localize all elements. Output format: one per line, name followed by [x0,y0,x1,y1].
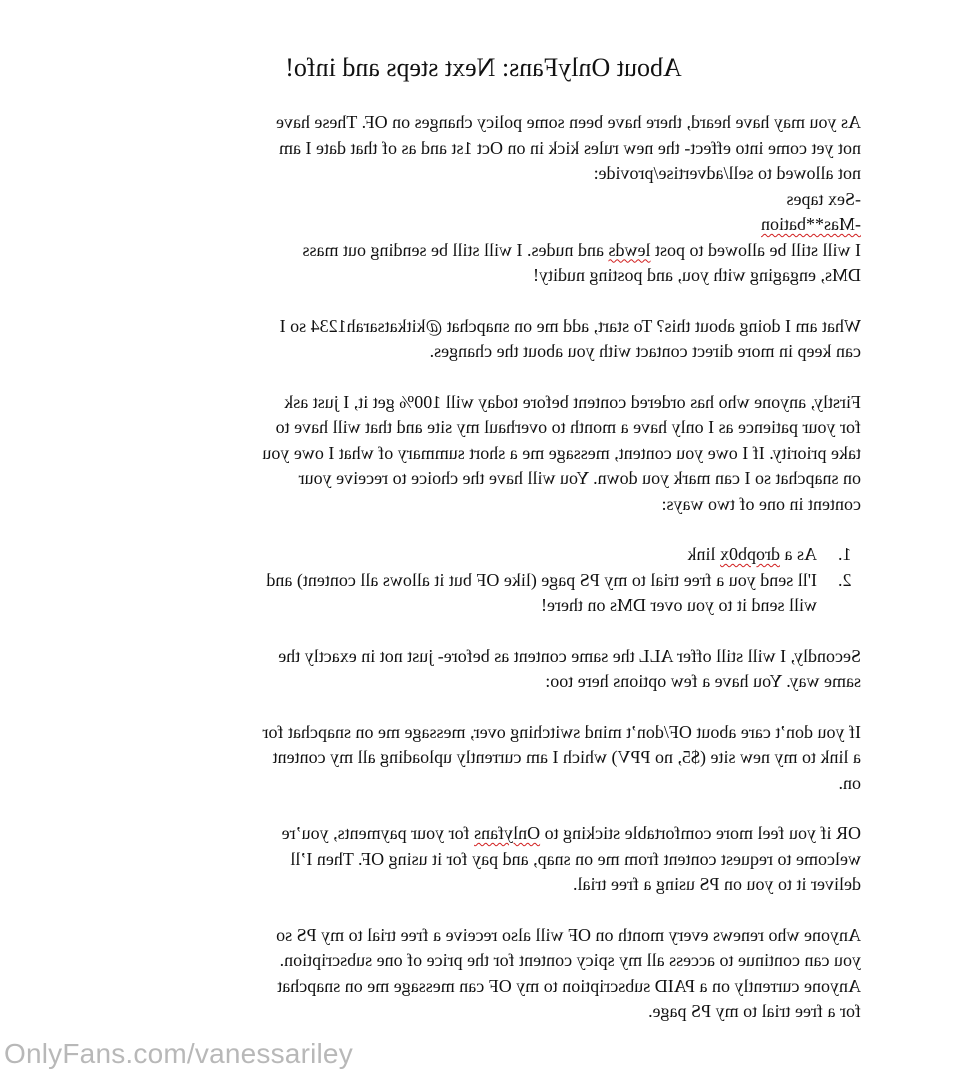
text-line: will send it to you over DMs on there! [541,595,817,615]
existing-orders-paragraph [106,390,861,518]
watermark-text: OnlyFans.com/vanessariley [4,1038,353,1069]
text-line: take priority. If I owe you content, message me a short summary of what I owe you [262,442,861,463]
misspelled-word: lewds [608,239,651,260]
text-line: -Sex tapes [786,188,861,209]
misspelled-word: dropb0x [720,544,780,564]
text-line: As you may have heard, there have been some policy changes on OF. These have [275,112,861,132]
text-line: deliver it to you on PS using a free trial. [573,874,861,894]
document-title: About OnlyFans: Next steps and info! [285,53,682,82]
list-number: 2. [838,569,852,590]
document-body [106,52,861,1050]
new-site-paragraph [106,720,861,797]
text-line: on. [838,772,861,793]
text-line: for your patience as I only have a month to overhaul my site and that will have to [275,417,861,437]
text-line: Firstly, anyone who has ordered content before today will 100% get it, I just ask [284,391,861,412]
text-line: can keep in more direct contact with you about the changes. [429,341,861,361]
text-line: on snapchat so I can mark you down. You will have the choice to receive your [298,468,861,488]
text-line: Secondly, I will still offer ALL the same content as before- just not in exactly the [278,645,861,666]
text-line: you can continue to access all my spicy content for the price of one subscription. [279,950,861,970]
misspelled-word: Onlyfans [474,823,541,843]
delivery-options-list [106,542,861,619]
list-item [106,542,861,568]
text-line: As a dropb0x link [687,544,817,564]
text-line: content in one of two ways: [661,493,861,514]
text-line-misspelled: -Mas**bation [761,214,861,234]
text-line: not allowed to sell/advertise/provide: [593,163,861,183]
text-line: same way. You have a few options here too: [545,671,861,691]
content-options-paragraph [106,644,861,695]
text-line: Anyone who renews every month on OF will also receive a free trial to my PS so [276,924,861,945]
text-line: Anyone currently on a PAID subscription to my OF can message me on snapchat [277,975,861,996]
text-line: a link to my new site ($5, no PPV) which I am currently uploading all my content [272,747,861,767]
text-line: for a free trial to my PS page. [648,1001,861,1021]
text-line: OR if you feel more comfortable sticking to Onlyfans for your payments, you’re [281,823,861,843]
text-line: DMs, engaging with you, and posting nudity! [533,265,861,285]
stay-on-onlyfans-paragraph [106,821,861,898]
text-line: If you don’t care about OF/don’t mind switching over, message me on snapchat for [262,721,861,742]
renewal-free-trial-paragraph [106,923,861,1025]
text-line: I will still be allowed to post lewds and nudes. I will still be sending out mass [302,239,861,260]
text-line: I'll send you a free trial to my PS page (like OF but it allows all content) and [266,569,817,590]
snapchat-contact-paragraph [106,314,861,365]
text-line: welcome to request content from me on snap, and pay for it using OF. Then I’ll [290,848,861,869]
policy-change-paragraph [106,110,861,289]
list-number: 1. [838,544,852,564]
text-line: What am I doing about this? To start, add me on snapchat @kitkatsarah1234 so I [279,315,861,336]
text-line: not yet come into effect- the new rules kick in on Oct 1st and as of that date I am [279,137,861,158]
list-item [106,568,861,619]
